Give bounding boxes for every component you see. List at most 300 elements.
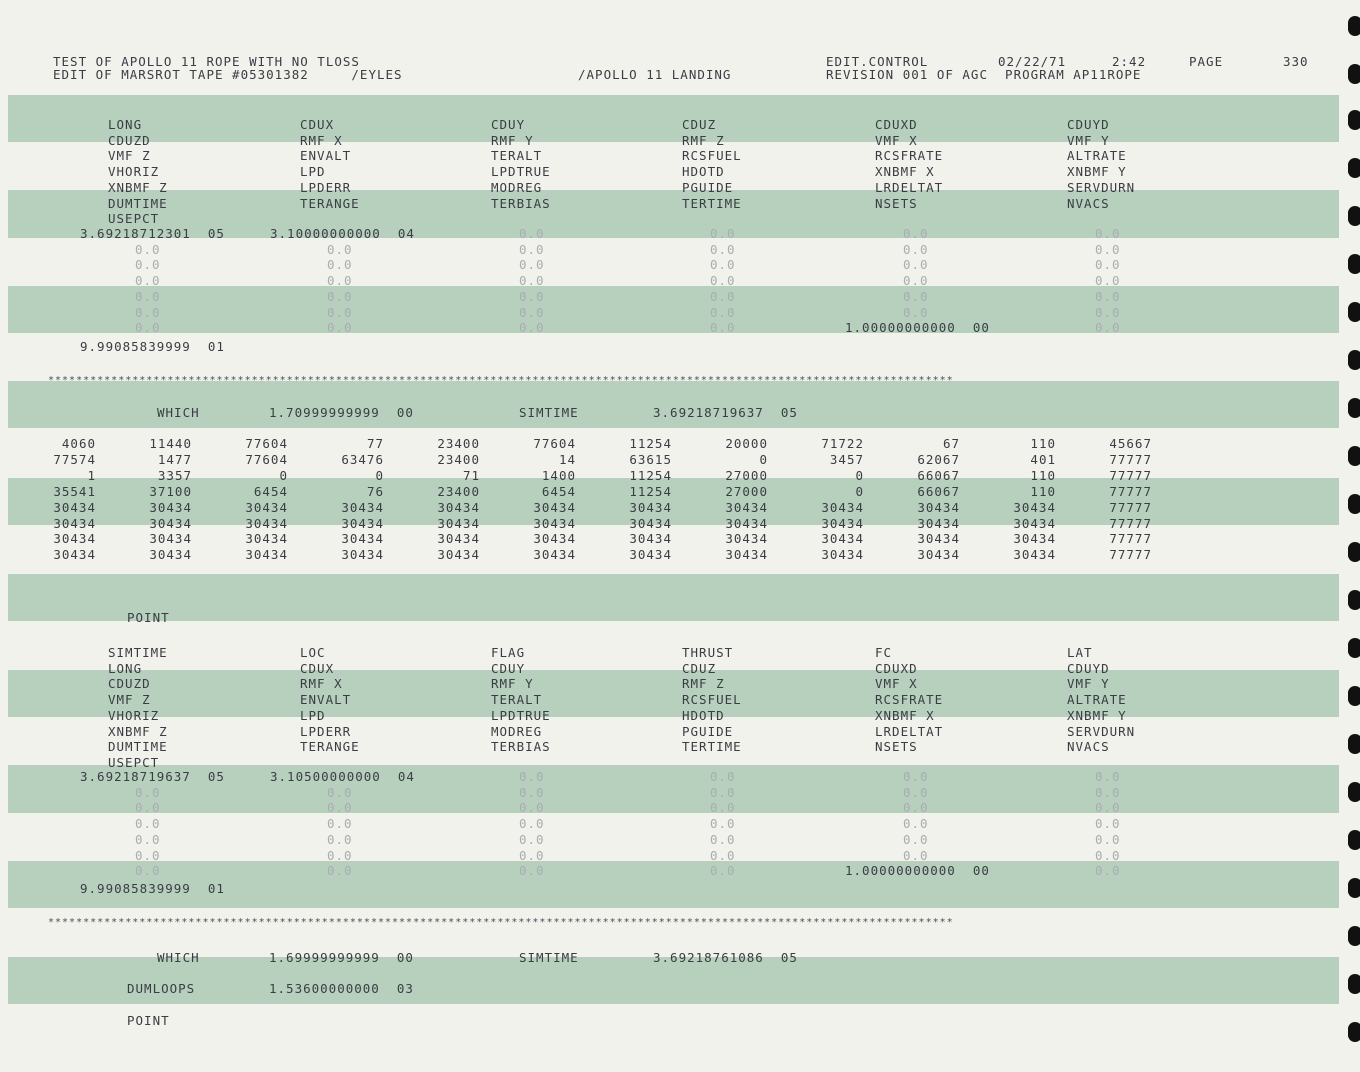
block2-value: 0.0 <box>135 831 161 847</box>
block1-label: RCSFRATE <box>875 148 944 164</box>
octal-cell: 45667 <box>1109 436 1152 451</box>
block2-value: 0.0 <box>1095 769 1121 784</box>
block1-label: LPDERR <box>300 179 352 195</box>
block2-label: ENVALT <box>300 692 352 708</box>
block1-label: CDUY <box>491 117 526 132</box>
block2-label: SIMTIME <box>108 645 168 660</box>
dumloops-value: 1.53600000000 03 <box>269 981 414 996</box>
block2-value: 0.0 <box>135 784 161 800</box>
block2-label: FC <box>875 645 893 660</box>
block2-value: 0.0 <box>710 863 736 879</box>
block1-value: 0.0 <box>710 257 736 273</box>
block1-label: MODREG <box>491 179 543 195</box>
block1-value: 1.00000000000 00 <box>845 320 990 336</box>
simtime-value: 3.69218719637 05 <box>653 405 798 420</box>
octal-cell: 110 <box>1030 483 1056 499</box>
octal-cell: 30434 <box>533 531 576 547</box>
octal-cell: 77574 <box>53 451 96 467</box>
octal-cell: 6454 <box>253 483 288 499</box>
which-label: WHICH <box>157 405 200 420</box>
block2-label: RMF Y <box>491 676 534 692</box>
octal-cell: 30434 <box>341 547 384 563</box>
octal-cell: 11440 <box>149 436 192 451</box>
which-label: WHICH <box>157 950 200 965</box>
block1-value: 0.0 <box>710 241 736 257</box>
octal-cell: 66067 <box>917 467 960 483</box>
block2-label: RMF X <box>300 676 343 692</box>
octal-cell: 67 <box>942 436 960 451</box>
octal-cell: 77 <box>366 436 384 451</box>
octal-cell: 30434 <box>533 515 576 531</box>
which-value: 1.70999999999 00 <box>269 405 414 420</box>
simtime-label: SIMTIME <box>519 405 579 420</box>
sprocket-hole <box>1348 830 1360 850</box>
block1-label: TERTIME <box>682 195 742 211</box>
octal-cell: 30434 <box>917 515 960 531</box>
block1-label: XNBMF Y <box>1067 164 1127 180</box>
green-band <box>8 670 1339 717</box>
block1-value: 0.0 <box>1095 273 1121 289</box>
block1-label: RMF Z <box>682 132 725 148</box>
block2-label: TERALT <box>491 692 543 708</box>
block2-label: XNBMF X <box>875 707 935 723</box>
octal-cell: 30434 <box>437 515 480 531</box>
block2-label: NSETS <box>875 739 918 755</box>
block2-value: 0.0 <box>327 863 353 879</box>
block2-label: TERTIME <box>682 739 742 755</box>
octal-cell: 30434 <box>821 547 864 563</box>
block1-value: 0.0 <box>519 288 545 304</box>
block2-value: 0.0 <box>327 847 353 863</box>
octal-cell: 77777 <box>1109 515 1152 531</box>
block2-value: 0.0 <box>135 800 161 816</box>
octal-cell: 23400 <box>437 451 480 467</box>
block1-label: TERALT <box>491 148 543 164</box>
block2-value: 0.0 <box>903 847 929 863</box>
block1-label: TERANGE <box>300 195 360 211</box>
octal-cell: 30434 <box>629 531 672 547</box>
octal-cell: 23400 <box>437 436 480 451</box>
octal-cell: 11254 <box>629 483 672 499</box>
sprocket-hole <box>1348 158 1360 178</box>
green-band <box>8 574 1339 621</box>
octal-cell: 27000 <box>725 467 768 483</box>
octal-cell: 1 <box>87 467 96 483</box>
octal-cell: 30434 <box>245 531 288 547</box>
block1-label: PGUIDE <box>682 179 734 195</box>
block2-value: 0.0 <box>519 769 545 784</box>
octal-cell: 6454 <box>541 483 576 499</box>
block2-label: THRUST <box>682 645 734 660</box>
block1-label: TERBIAS <box>491 195 551 211</box>
page-number: 330 <box>1283 54 1309 69</box>
octal-cell: 62067 <box>917 451 960 467</box>
page-label: PAGE <box>1189 54 1224 69</box>
block1-value: 0.0 <box>519 273 545 289</box>
block1-value: 3.10000000000 04 <box>270 226 415 241</box>
block1-value: 0.0 <box>135 288 161 304</box>
octal-cell: 30434 <box>1013 547 1056 563</box>
sprocket-hole <box>1348 494 1360 514</box>
separator-stars: ********************************************************************************************************************************* <box>48 375 954 386</box>
block1-value: 0.0 <box>1095 320 1121 336</box>
octal-cell: 77604 <box>245 436 288 451</box>
block2-value: 0.0 <box>327 831 353 847</box>
block2-value: 0.0 <box>710 800 736 816</box>
sprocket-hole <box>1348 878 1360 898</box>
separator-stars: ********************************************************************************************************************************* <box>48 917 954 928</box>
block2-value: 0.0 <box>1095 816 1121 832</box>
octal-cell: 30434 <box>341 515 384 531</box>
octal-cell: 110 <box>1030 436 1056 451</box>
block1-label: LONG <box>108 117 143 132</box>
sprocket-hole <box>1348 302 1360 322</box>
block1-value: 0.0 <box>1095 257 1121 273</box>
sprocket-hole <box>1348 446 1360 466</box>
simtime-label: SIMTIME <box>519 950 579 965</box>
block1-label: XNBMF X <box>875 164 935 180</box>
block2-value: 0.0 <box>1095 847 1121 863</box>
block1-label: CDUYD <box>1067 117 1110 132</box>
block2-value: 0.0 <box>710 769 736 784</box>
simtime-value: 3.69218761086 05 <box>653 950 798 965</box>
point-label: POINT <box>127 610 170 625</box>
octal-cell: 71722 <box>821 436 864 451</box>
octal-cell: 77777 <box>1109 547 1152 563</box>
center-title: /APOLLO 11 LANDING <box>578 67 732 82</box>
block1-label: VMF Z <box>108 148 151 164</box>
sprocket-hole <box>1348 782 1360 802</box>
block1-value: 0.0 <box>519 304 545 320</box>
octal-cell: 30434 <box>533 499 576 515</box>
block1-label: CDUZ <box>682 117 717 132</box>
octal-cell: 77777 <box>1109 499 1152 515</box>
block1-value: 0.0 <box>903 304 929 320</box>
block1-value: 0.0 <box>135 320 161 336</box>
block2-label: USEPCT <box>108 754 160 770</box>
block2-value: 3.10500000000 04 <box>270 769 415 784</box>
octal-cell: 1400 <box>541 467 576 483</box>
sprocket-hole <box>1348 254 1360 274</box>
block2-label: XNBMF Y <box>1067 707 1127 723</box>
sprocket-hole <box>1348 974 1360 994</box>
octal-cell: 30434 <box>725 531 768 547</box>
block2-value: 0.0 <box>519 784 545 800</box>
block1-label: RMF X <box>300 132 343 148</box>
octal-cell: 30434 <box>1013 531 1056 547</box>
octal-cell: 30434 <box>245 547 288 563</box>
octal-cell: 30434 <box>245 499 288 515</box>
block2-value: 0.0 <box>519 863 545 879</box>
block1-value: 0.0 <box>903 288 929 304</box>
octal-cell: 30434 <box>53 515 96 531</box>
block2-label: LPDTRUE <box>491 707 551 723</box>
block1-label: CDUX <box>300 117 335 132</box>
octal-cell: 11254 <box>629 467 672 483</box>
block1-value: 0.0 <box>327 273 353 289</box>
edit-control: EDIT.CONTROL <box>826 54 929 69</box>
block2-label: VMF Z <box>108 692 151 708</box>
block2-label: LPD <box>300 707 326 723</box>
block1-value: 0.0 <box>1095 241 1121 257</box>
sprocket-hole <box>1348 734 1360 754</box>
octal-cell: 77777 <box>1109 467 1152 483</box>
block2-label: CDUXD <box>875 660 918 676</box>
block1-value: 0.0 <box>903 226 929 241</box>
octal-cell: 30434 <box>917 531 960 547</box>
block1-label: XNBMF Z <box>108 179 168 195</box>
block1-label: VMF X <box>875 132 918 148</box>
block1-value: 0.0 <box>135 241 161 257</box>
block1-label: LPDTRUE <box>491 164 551 180</box>
octal-cell: 27000 <box>725 483 768 499</box>
octal-cell: 63615 <box>629 451 672 467</box>
block1-value: 0.0 <box>135 304 161 320</box>
block1-value: 0.0 <box>135 273 161 289</box>
octal-cell: 30434 <box>53 547 96 563</box>
octal-cell: 30434 <box>1013 515 1056 531</box>
block1-label: HDOTD <box>682 164 725 180</box>
octal-cell: 0 <box>375 467 384 483</box>
block1-value: 0.0 <box>710 304 736 320</box>
block1-value: 0.0 <box>903 273 929 289</box>
octal-cell: 30434 <box>149 547 192 563</box>
block1-label: CDUXD <box>875 117 918 132</box>
block2-label: MODREG <box>491 723 543 739</box>
title-line-2: EDIT OF MARSROT TAPE #05301382 /EYLES <box>53 67 403 82</box>
block1-value: 0.0 <box>519 241 545 257</box>
point-label: POINT <box>127 1013 170 1028</box>
block2-label: PGUIDE <box>682 723 734 739</box>
block2-value: 0.0 <box>710 816 736 832</box>
block2-label: LONG <box>108 660 143 676</box>
octal-cell: 30434 <box>1013 499 1056 515</box>
octal-cell: 0 <box>279 467 288 483</box>
octal-cell: 71 <box>462 467 480 483</box>
block1-label: LPD <box>300 164 326 180</box>
octal-cell: 35541 <box>53 483 96 499</box>
block2-value: 0.0 <box>135 847 161 863</box>
block2-label: CDUZ <box>682 660 717 676</box>
block2-value: 0.0 <box>519 831 545 847</box>
octal-cell: 63476 <box>341 451 384 467</box>
block1-value: 0.0 <box>903 257 929 273</box>
octal-cell: 30434 <box>917 499 960 515</box>
block2-label: LPDERR <box>300 723 352 739</box>
block1-value: 0.0 <box>1095 226 1121 241</box>
block1-value: 0.0 <box>519 226 545 241</box>
block2-value: 1.00000000000 00 <box>845 863 990 879</box>
block2-label: NVACS <box>1067 739 1110 755</box>
sprocket-hole <box>1348 398 1360 418</box>
revision-line: REVISION 001 OF AGC PROGRAM AP11ROPE <box>826 67 1142 82</box>
octal-cell: 0 <box>759 451 768 467</box>
block1-value: 0.0 <box>710 320 736 336</box>
block1-label: SERVDURN <box>1067 179 1136 195</box>
octal-cell: 30434 <box>437 547 480 563</box>
block2-label: VHORIZ <box>108 707 160 723</box>
block1-last-value: 9.99085839999 01 <box>80 339 225 354</box>
block2-value: 0.0 <box>903 769 929 784</box>
block2-label: XNBMF Z <box>108 723 168 739</box>
octal-cell: 0 <box>855 467 864 483</box>
block2-label: VMF Y <box>1067 676 1110 692</box>
octal-cell: 30434 <box>437 499 480 515</box>
octal-cell: 77777 <box>1109 451 1152 467</box>
block2-value: 0.0 <box>903 800 929 816</box>
block2-value: 0.0 <box>1095 863 1121 879</box>
octal-cell: 30434 <box>725 515 768 531</box>
block2-label: LOC <box>300 645 326 660</box>
sprocket-hole <box>1348 64 1360 84</box>
block2-value: 0.0 <box>327 784 353 800</box>
block2-value: 0.0 <box>135 863 161 879</box>
block2-label: LRDELTAT <box>875 723 944 739</box>
block2-label: RCSFRATE <box>875 692 944 708</box>
print-date: 02/22/71 <box>998 54 1067 69</box>
octal-cell: 30434 <box>533 547 576 563</box>
sprocket-hole <box>1348 206 1360 226</box>
sprocket-hole <box>1348 638 1360 658</box>
block2-value: 0.0 <box>710 847 736 863</box>
octal-cell: 4060 <box>61 436 96 451</box>
octal-cell: 3457 <box>829 451 864 467</box>
block1-value: 0.0 <box>519 257 545 273</box>
block1-value: 0.0 <box>327 320 353 336</box>
octal-cell: 30434 <box>245 515 288 531</box>
octal-cell: 30434 <box>725 547 768 563</box>
octal-cell: 14 <box>558 451 576 467</box>
print-time: 2:42 <box>1112 54 1147 69</box>
block2-value: 0.0 <box>519 800 545 816</box>
sprocket-hole <box>1348 350 1360 370</box>
block1-value: 0.0 <box>710 273 736 289</box>
octal-cell: 11254 <box>629 436 672 451</box>
block2-label: HDOTD <box>682 707 725 723</box>
green-band <box>8 286 1339 336</box>
block1-label: VMF Y <box>1067 132 1110 148</box>
block1-label: CDUZD <box>108 132 151 148</box>
octal-cell: 30434 <box>821 499 864 515</box>
octal-cell: 30434 <box>149 531 192 547</box>
block2-label: SERVDURN <box>1067 723 1136 739</box>
octal-cell: 3357 <box>157 467 192 483</box>
block2-value: 0.0 <box>903 831 929 847</box>
block2-label: CDUX <box>300 660 335 676</box>
octal-cell: 30434 <box>149 499 192 515</box>
dumloops-label: DUMLOOPS <box>127 981 196 996</box>
block2-value: 0.0 <box>710 831 736 847</box>
octal-cell: 77777 <box>1109 483 1152 499</box>
block1-label: RMF Y <box>491 132 534 148</box>
block2-label: TERANGE <box>300 739 360 755</box>
block1-label: NSETS <box>875 195 918 211</box>
block2-last-value: 9.99085839999 01 <box>80 881 225 896</box>
octal-cell: 401 <box>1030 451 1056 467</box>
block2-value: 0.0 <box>1095 784 1121 800</box>
block2-label: CDUYD <box>1067 660 1110 676</box>
block2-value: 0.0 <box>1095 831 1121 847</box>
block2-value: 0.0 <box>327 816 353 832</box>
octal-cell: 37100 <box>149 483 192 499</box>
block1-label: NVACS <box>1067 195 1110 211</box>
block2-value: 0.0 <box>710 784 736 800</box>
block1-value: 0.0 <box>1095 304 1121 320</box>
block2-value: 0.0 <box>1095 800 1121 816</box>
block1-value: 0.0 <box>1095 288 1121 304</box>
octal-cell: 23400 <box>437 483 480 499</box>
block2-value: 3.69218719637 05 <box>80 769 225 784</box>
block1-value: 0.0 <box>903 241 929 257</box>
sprocket-hole <box>1348 926 1360 946</box>
sprocket-hole <box>1348 542 1360 562</box>
octal-cell: 77777 <box>1109 531 1152 547</box>
sprocket-hole <box>1348 110 1360 130</box>
block2-label: TERBIAS <box>491 739 551 755</box>
block2-label: RCSFUEL <box>682 692 742 708</box>
sprocket-hole <box>1348 686 1360 706</box>
octal-cell: 110 <box>1030 467 1056 483</box>
sprocket-hole <box>1348 1022 1360 1042</box>
block1-value: 0.0 <box>327 288 353 304</box>
block1-value: 0.0 <box>135 257 161 273</box>
block1-value: 0.0 <box>327 304 353 320</box>
sprocket-hole <box>1348 590 1360 610</box>
octal-cell: 20000 <box>725 436 768 451</box>
octal-cell: 30434 <box>437 531 480 547</box>
block1-value: 0.0 <box>327 257 353 273</box>
which-value: 1.69999999999 00 <box>269 950 414 965</box>
octal-cell: 30434 <box>53 499 96 515</box>
octal-cell: 30434 <box>629 547 672 563</box>
block1-value: 0.0 <box>519 320 545 336</box>
block1-value: 3.69218712301 05 <box>80 226 225 241</box>
octal-cell: 66067 <box>917 483 960 499</box>
block2-value: 0.0 <box>903 784 929 800</box>
block2-label: VMF X <box>875 676 918 692</box>
block1-label: RCSFUEL <box>682 148 742 164</box>
block1-label: ENVALT <box>300 148 352 164</box>
block2-value: 0.0 <box>519 816 545 832</box>
octal-cell: 30434 <box>629 499 672 515</box>
block2-label: CDUZD <box>108 676 151 692</box>
block1-label: LRDELTAT <box>875 179 944 195</box>
block2-label: ALTRATE <box>1067 692 1127 708</box>
block1-value: 0.0 <box>327 241 353 257</box>
block1-label: DUMTIME <box>108 195 168 211</box>
block2-value: 0.0 <box>903 816 929 832</box>
block2-value: 0.0 <box>519 847 545 863</box>
block1-value: 0.0 <box>710 288 736 304</box>
block2-value: 0.0 <box>327 800 353 816</box>
octal-cell: 30434 <box>341 499 384 515</box>
octal-cell: 30434 <box>725 499 768 515</box>
octal-cell: 30434 <box>149 515 192 531</box>
block2-label: LAT <box>1067 645 1093 660</box>
octal-cell: 30434 <box>821 531 864 547</box>
block1-label: USEPCT <box>108 211 160 227</box>
octal-cell: 30434 <box>821 515 864 531</box>
octal-cell: 30434 <box>917 547 960 563</box>
octal-cell: 76 <box>366 483 384 499</box>
octal-cell: 30434 <box>341 531 384 547</box>
block2-label: FLAG <box>491 645 526 660</box>
octal-cell: 30434 <box>53 531 96 547</box>
block2-value: 0.0 <box>135 816 161 832</box>
octal-cell: 77604 <box>533 436 576 451</box>
block2-label: DUMTIME <box>108 739 168 755</box>
octal-cell: 77604 <box>245 451 288 467</box>
